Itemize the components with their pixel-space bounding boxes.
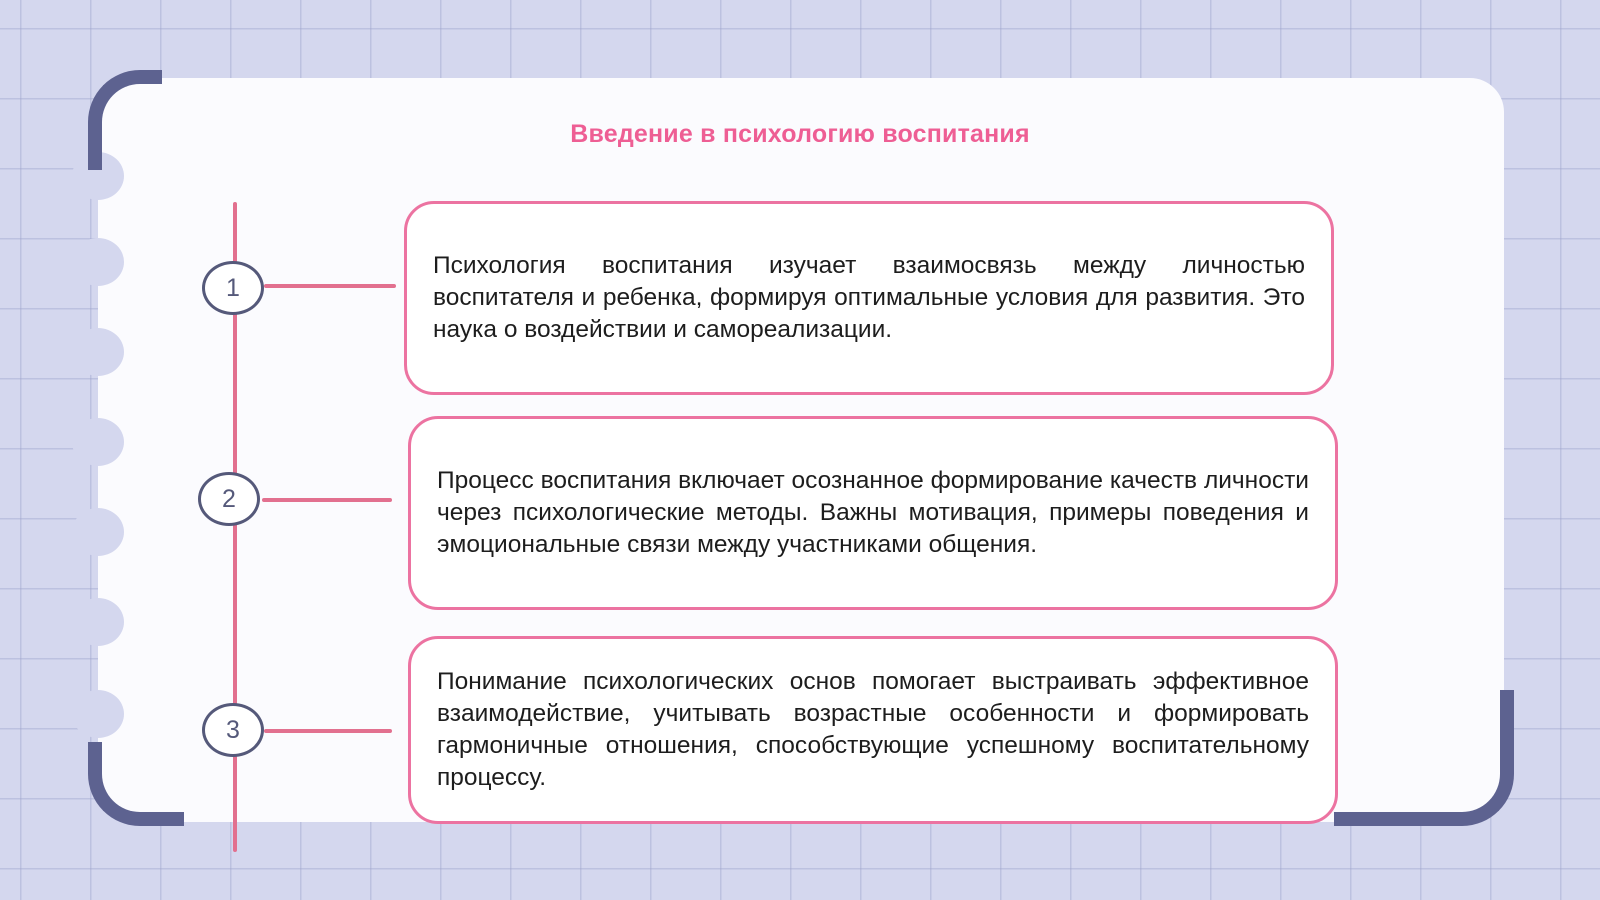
- notebook-hole: [72, 690, 124, 738]
- corner-bracket-bottom-left: [88, 742, 184, 826]
- timeline-connector-3: [264, 729, 392, 733]
- notebook-hole: [72, 238, 124, 286]
- notebook-hole: [72, 508, 124, 556]
- card-text-1: Психология воспитания изучает взаимосвязь между личностью воспитателя и ребенка, формируя оптимальные условия для развития. Это наука о воздействии и самореализации.: [433, 252, 1305, 343]
- notebook-hole: [72, 598, 124, 646]
- timeline-connector-2: [262, 498, 392, 502]
- notebook-hole: [72, 328, 124, 376]
- slide-title: Введение в психологию воспитания: [570, 120, 1030, 148]
- step-number-2: 2: [198, 472, 260, 526]
- corner-bracket-bottom-right: [1334, 690, 1514, 826]
- notebook-hole: [72, 418, 124, 466]
- content-card-3: [408, 636, 1338, 824]
- step-number-3: 3: [202, 703, 264, 757]
- step-number-1: 1: [202, 261, 264, 315]
- content-card-1: [404, 201, 1334, 395]
- card-text-3: Понимание психологических основ помогает выстраивать эффективное взаимодействие, учитывать возрастные особенности и формировать гармоничные отношения, способствующие успешному воспитательному процессу.: [437, 668, 1309, 791]
- timeline-connector-1: [264, 284, 396, 288]
- card-text-2: Процесс воспитания включает осознанное формирование качеств личности через психологические методы. Важны мотивация, примеры поведения и эмоциональные связи между участниками общения.: [437, 467, 1309, 558]
- content-card-2: [408, 416, 1338, 610]
